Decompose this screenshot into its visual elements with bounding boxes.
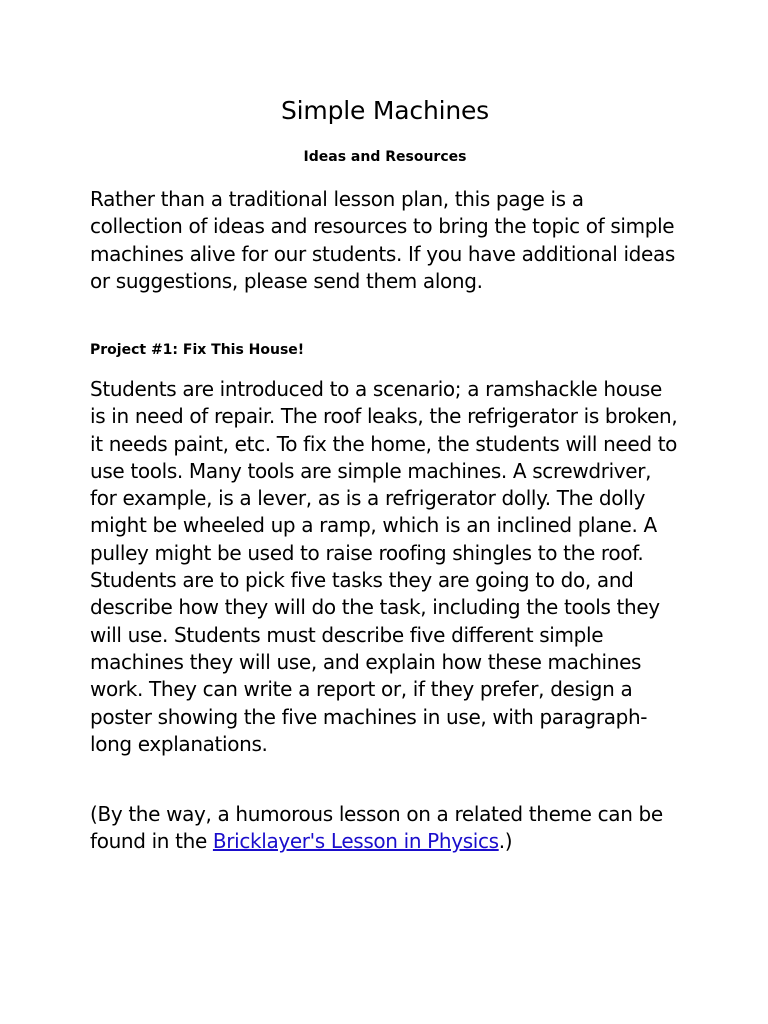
page-subtitle: Ideas and Resources <box>303 149 467 165</box>
note-text-after: .) <box>498 829 513 854</box>
project-paragraph: Students are introduced to a scenario; a ramshackle house is in need of repair. The roof leaks, the refrigerator is broken, it needs paint, etc. To fix the home, the students will need to use tools. Many tools are simple machines. A screwdriver, for example, is a lever, as is a refrigerator dolly. The dolly might be wheeled up a ramp, which is an inclined plane. A pulley might be used to raise roofing shingles to the roof. Students are to pick five tasks they are going to do, and describe how they will do the task, including the tools they will use. Students must describe five different simple machines they will use, and explain how these machines work. They can write a report or, if they prefer, design a poster showing the five machines in use, with paragraph-long explanations. <box>90 377 678 756</box>
note-paragraph <box>90 801 680 856</box>
project-heading: Project #1: Fix This House! <box>90 342 305 358</box>
page-title: Simple Machines <box>281 96 489 125</box>
bricklayer-lesson-link[interactable]: Bricklayer's Lesson in Physics <box>212 829 499 854</box>
note-text-before: (By the way, a humorous lesson on a related theme can be found in the <box>90 802 663 854</box>
intro-paragraph: Rather than a traditional lesson plan, this page is a collection of ideas and resources to bring the topic of simple machines alive for our students. If you have additional ideas or suggestions, please send them along. <box>90 187 675 293</box>
